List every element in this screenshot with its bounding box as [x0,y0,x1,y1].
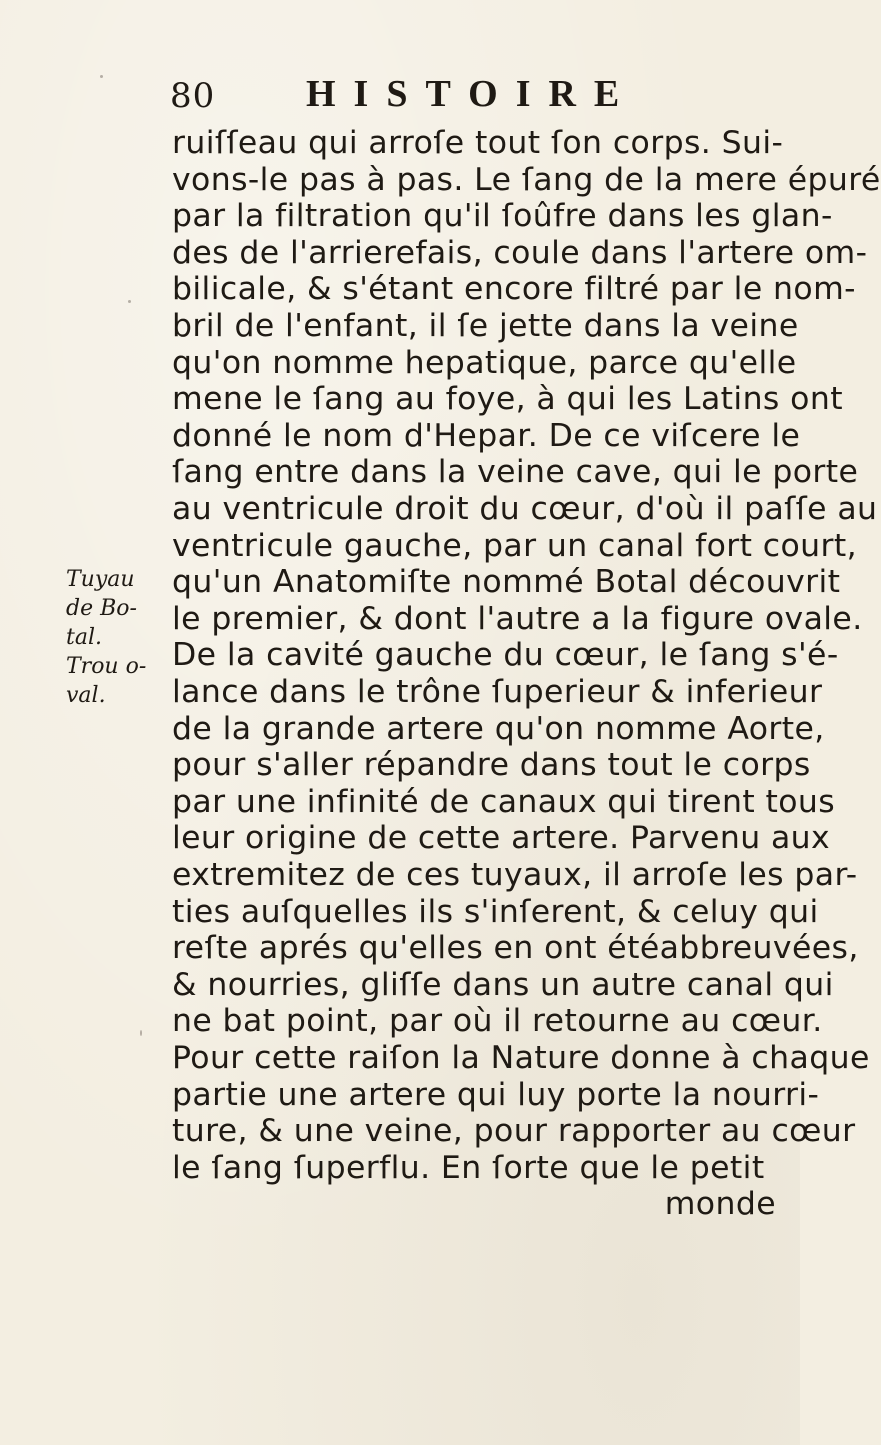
text-line: le ſang ſuperflu. En ſorte que le petit [172,1149,765,1186]
paper-speck [140,1030,142,1036]
text-line: ture, & une veine, pour rapporter au cœur [172,1113,856,1150]
text-line: reſte aprés qu'elles en ont étéabbreuvées, [172,930,859,967]
page-number: 80 [170,76,216,116]
text-line: par une infinité de canaux qui tirent tous [172,783,836,820]
text-line: qu'on nomme hepatique, parce qu'elle [172,344,797,381]
page-header [170,70,760,120]
text-line: pour s'aller répandre dans tout le corps [172,747,811,784]
text-line: par la filtration qu'il ſoûfre dans les glan- [172,198,833,235]
text-line: mene le ſang au foye, à qui les Latins ont [172,381,843,418]
catchword: monde [664,1186,776,1223]
text-line: bril de l'enfant, il ſe jette dans la veine [172,308,799,344]
text-line: De la cavité gauche du cœur, le ſang s'é- [172,637,839,674]
margin-note-line: de Bo- [66,596,137,621]
margin-note-line: tal. [66,625,102,650]
margin-note-line: val. [66,683,106,708]
text-line: qu'un Anatomiſte nommé Botal découvrit [172,564,841,601]
running-title: HISTOIRE [306,73,638,115]
text-line: & nourries, gliſſe dans un autre canal qui [172,966,834,1003]
margin-note-line: Tuyau [66,567,135,592]
margin-note-line: Trou o- [66,654,147,679]
text-line: ruiſſeau qui arroſe tout ſon corps. Sui- [172,125,784,161]
text-line: le premier, & dont l'autre a la figure ovale. [172,600,863,637]
text-line: ne bat point, par où il retourne au cœur. [172,1003,823,1040]
text-line: ties auſquelles ils s'inſerent, & celuy qui [172,893,819,930]
text-line: ventricule gauche, par un canal fort court, [172,527,858,564]
text-line: ſang entre dans la veine cave, qui le porte [172,454,859,491]
text-line: des de l'arrierefais, coule dans l'artere om- [172,234,868,271]
text-line: leur origine de cette artere. Parvenu aux [172,820,831,857]
paper-speck [128,300,131,303]
margin-notes [66,565,166,710]
text-line: Pour cette raiſon la Nature donne à chaque [172,1040,870,1076]
text-line: partie une artere qui luy porte la nourri- [172,1076,820,1113]
text-line: extremitez de ces tuyaux, il arroſe les par- [172,857,858,893]
text-line: lance dans le trône ſuperieur & inferieur [172,674,823,710]
text-line: au ventricule droit du cœur, d'où il paſſe au [172,491,878,527]
text-line: vons-le pas à pas. Le ſang de la mere épuré [172,161,881,198]
text-line: de la grande artere qu'on nomme Aorte, [172,710,825,747]
text-line: donné le nom d'Hepar. De ce viſcere le [172,417,801,454]
text-line: bilicale, & s'étant encore filtré par le nom- [172,271,856,308]
paper-speck [100,75,103,78]
